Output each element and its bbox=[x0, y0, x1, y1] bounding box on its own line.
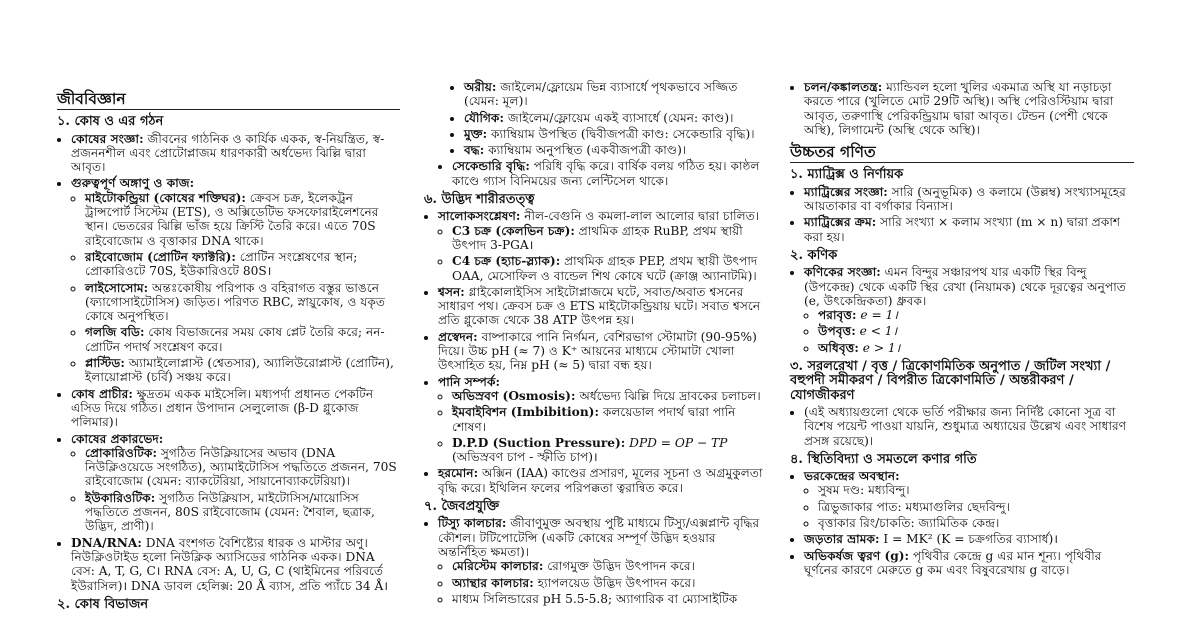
list-item: • কণিকের সংজ্ঞা: এমন বিন্দুর সঞ্চারপথ যার একটি স্থির বিন্দু (উপকেন্দ্র) থেকে একটি স্থির রেখা (নিয়ামক) থেকে দূরত্বের অনুপাত (e, উৎকেন্দ্রিকতা) ধ্রুবক। ◦ পরাবৃত্ত: e = 1। ◦ উপবৃত্ত: e < 1। ◦ অধিবৃত্ত: e > 1। bbox=[804, 265, 1134, 355]
list-item: ◦ সুষম দণ্ড: মধ্যবিন্দু। bbox=[818, 483, 1134, 497]
heading-matrix: ১. ম্যাট্রিক্স ও নির্ণায়ক bbox=[790, 167, 904, 183]
heading-plant-physiology: ৬. উদ্ভিদ শারীরতত্ত্ব bbox=[424, 192, 535, 208]
list-item: • সেকেন্ডারি বৃদ্ধি: পরিধি বৃদ্ধি করে। বার্ষিক বলয় গঠিত হয়। কাষ্ঠল কাণ্ডে গ্যাস বিনিময়ের জন্য লেন্টিসেল থাকে। bbox=[452, 159, 768, 188]
list-item: ◦ অধিবৃত্ত: e > 1। bbox=[818, 341, 1134, 355]
list-item: • প্রস্বেদন: বাষ্পাকারে পানি নির্গমন, বেশিরভাগ স্টোমাটা (90-95%) দিয়ে। উচ্চ pH (≈ 7) ও K⁺ আয়নের মাধ্যমে স্টোমাটা খোলা উৎসাহিত হয়, নিম্ন pH (≈ 5) দ্বারা বন্ধ হয়। bbox=[438, 330, 768, 373]
list-item: ◦ গলজি বডি: কোষ বিভাজনের সময় কোষ প্লেট তৈরি করে; নন-প্রোটিন পদার্থ সংশ্লেষণ করে। bbox=[85, 325, 400, 354]
biology-column bbox=[57, 89, 400, 614]
list-item: • যৌগিক: জাইলেম/ফ্লোয়েম একই ব্যাসার্ধে (যেমন: কাণ্ড)। bbox=[464, 111, 768, 125]
biology-column-continued bbox=[424, 80, 768, 608]
list-item: • কোষ প্রাচীর: ক্ষুদ্রতম একক মাইসেলি। মধ্যপর্দা প্রধানত পেকটিন এসিড দিয়ে গঠিত। প্রধান উপাদান সেলুলোজ (β-D গ্লুকোজ পলিমার)। bbox=[71, 387, 400, 430]
section-title-biology: জীববিজ্ঞান bbox=[57, 92, 400, 110]
list-item: ◦ C3 চক্র (কেলভিন চক্র): প্রাথমিক গ্রাহক RuBP, প্রথম স্থায়ী উৎপাদ 3-PGA। bbox=[452, 224, 768, 253]
biotech-list bbox=[424, 516, 768, 606]
list-item: ◦ প্লাস্টিড: অ্যামাইলোপ্লাস্ট (শ্বেতসার), অ্যালিউরোপ্লাস্ট (প্রোটিন), ইলায়োপ্লাস্ট (চর্বি) সঞ্চয় করে। bbox=[85, 356, 400, 385]
list-item: • অভিকর্ষজ ত্বরণ (g): পৃথিবীর কেন্দ্রে g এর মান শূন্য। পৃথিবীর ঘূর্ণনের কারণে মেরুতে g কম এবং বিষুবরেখায় g বাড়ে। bbox=[804, 549, 1134, 578]
math-column bbox=[790, 80, 1134, 579]
list-item: ◦ পরাবৃত্ত: e = 1। bbox=[818, 308, 1134, 322]
list-item: • কোষের প্রকারভেদ: ◦ প্রোকারিওটিক: সুগঠিত নিউক্লিয়াসের অভাব (DNA নিউক্লিওয়েডে সংগঠিত), অ্যামাইটোসিস পদ্ধতিতে প্রজনন, 70S রাইবোজোম (যেমন: ব্যাকটেরিয়া, সায়ানোব্যাকটেরিয়া)। ◦ ইউকারিওটিক: সুগঠিত নিউক্লিয়াস, মাইটোসিস/মায়োসিস পদ্ধতিতে প্রজনন, 80S রাইবোজোম (যেমন: শৈবাল, ছত্রাক, উদ্ভিদ, প্রাণী)। bbox=[71, 432, 400, 534]
list-item: • ম্যাট্রিক্সের ক্রম: সারি সংখ্যা × কলাম সংখ্যা (m × n) দ্বারা প্রকাশ করা হয়। bbox=[804, 215, 1134, 244]
list-item: ◦ D.P.D (Suction Pressure): DPD = OP − TP (অভিস্রবণ চাপ - স্ফীতি চাপ)। bbox=[452, 436, 768, 465]
list-item: ◦ অ্যান্থার কালচার: হ্যাপলয়েড উদ্ভিদ উৎপাদন করে। bbox=[452, 576, 768, 590]
list-item: • ম্যাট্রিক্সের সংজ্ঞা: সারি (অনুভূমিক) ও কলামে (উল্লম্ব) সংখ্যাসমূহের আয়তাকার বা বর্গাকার বিন্যাস। bbox=[804, 185, 1134, 214]
list-item: ◦ মাইটোকন্ড্রিয়া (কোষের শক্তিঘর): ক্রেবস চক্র, ইলেকট্রন ট্রান্সপোর্ট সিস্টেম (ETS), ও অক্সিডেটিভ ফসফোরাইলেশনের স্থান। ভেতরের ঝিল্লি ভাঁজ হয়ে ক্রিস্টি তৈরি করে। এতে 70S রাইবোজোম ও বৃত্তাকার DNA থাকে। bbox=[85, 191, 400, 248]
physiology-list bbox=[424, 209, 768, 495]
list-item: ◦ মেরিস্টেম কালচার: রোগমুক্ত উদ্ভিদ উৎপাদন করে। bbox=[452, 559, 768, 573]
list-item: ◦ ইউকারিওটিক: সুগঠিত নিউক্লিয়াস, মাইটোসিস/মায়োসিস পদ্ধতিতে প্রজনন, 80S রাইবোজোম (যেমন: শৈবাল, ছত্রাক, উদ্ভিদ, প্রাণী)। bbox=[85, 491, 400, 534]
list-item: ◦ রাইবোজোম (প্রোটিন ফ্যাক্টরি): প্রোটিন সংশ্লেষণের স্থান; প্রোকারিওটে 70S, ইউকারিওটে 80S। bbox=[85, 250, 400, 279]
heading-statics: ৪. স্থিতিবিদ্যা ও সমতলে কণার গতি bbox=[790, 451, 977, 467]
list-item: • হরমোন: অক্সিন (IAA) কাণ্ডের প্রসারণ, মূলের সূচনা ও অগ্রমুকুলতা বৃদ্ধি করে। ইথিলিন ফলের পরিপক্কতা ত্বরান্বিত করে। bbox=[438, 466, 768, 495]
list-item: • চলন/কঙ্কালতন্ত্র: ম্যান্ডিবল হলো খুলির একমাত্র অস্থি যা নড়াচড়া করতে পারে (খুলিতে মোট 29টি অস্থি)। অস্থি পেরিওস্টিয়াম দ্বারা আবৃত, তরুণাস্থি পেরিকন্ড্রিয়াম দ্বারা আবৃত। টেন্ডন (পেশী থেকে অস্থি), লিগামেন্ট (অস্থি থেকে অস্থি)। bbox=[804, 80, 1134, 137]
heading-cell-structure: ১. কোষ ও এর গঠন bbox=[57, 114, 164, 130]
section-title-higher-math: উচ্চতর গণিত bbox=[790, 145, 1134, 163]
list-item: • (এই অধ্যায়গুলো থেকে ভর্তি পরীক্ষার জন্য নির্দিষ্ট কোনো সূত্র বা বিশেষ পয়েন্ট পাওয়া যায়নি, শুধুমাত্র অধ্যায়ের উল্লেখ এবং সাধারণ প্রসঙ্গ রয়েছে)। bbox=[804, 405, 1134, 448]
list-item: • সালোকসংশ্লেষণ: নীল-বেগুনি ও কমলা-লাল আলোর দ্বারা চালিত। ◦ C3 চক্র (কেলভিন চক্র): প্রাথমিক গ্রাহক RuBP, প্রথম স্থায়ী উৎপাদ 3-PGA। ◦ C4 চক্র (হ্যাচ-স্ল্যাক): প্রাথমিক গ্রাহক PEP, প্রথম স্থায়ী উৎপাদ OAA, মেসোফিল ও বান্ডেল শিথ কোষে ঘটে (ক্রাঞ্জ অ্যানাটমি)। bbox=[438, 209, 768, 282]
list-item: • বদ্ধ: ক্যাম্বিয়াম অনুপস্থিত (একবীজপত্রী কাণ্ড)। bbox=[464, 143, 768, 157]
list-item: • অরীয়: জাইলেম/ফ্লোয়েম ভিন্ন ব্যাসার্ধে পৃথকভাবে সজ্জিত (যেমন: মূল)। bbox=[464, 80, 768, 109]
list-item: ◦ C4 চক্র (হ্যাচ-স্ল্যাক): প্রাথমিক গ্রাহক PEP, প্রথম স্থায়ী উৎপাদ OAA, মেসোফিল ও বান্ডেল শিথ কোষে ঘটে (ক্রাঞ্জ অ্যানাটমি)। bbox=[452, 254, 768, 283]
list-item: ◦ ইমবাইবিশন (Imbibition): কলয়েডাল পদার্থ দ্বারা পানি শোষণ। bbox=[452, 405, 768, 434]
list-item: ◦ মাধ্যম সিলিন্ডারের pH 5.5-5.8; অ্যাগারিক বা ম্যোসাইটিক bbox=[452, 592, 768, 606]
list-item: ◦ বৃত্তাকার রিং/চাকতি: জ্যামিতিক কেন্দ্র। bbox=[818, 516, 1134, 530]
list-item: ◦ উপবৃত্ত: e < 1। bbox=[818, 324, 1134, 338]
list-item: • ভরকেন্দ্রের অবস্থান: ◦ সুষম দণ্ড: মধ্যবিন্দু। ◦ ত্রিভুজাকার পাত: মধ্যমাগুলির ছেদবিন্দু। ◦ বৃত্তাকার রিং/চাকতি: জ্যামিতিক কেন্দ্র। bbox=[804, 469, 1134, 530]
heading-cell-division: ২. কোষ বিভাজন bbox=[57, 596, 149, 612]
cell-list bbox=[57, 132, 400, 593]
list-item: • জড়তার ভ্রামক: I = MK² (K = চক্রগতির ব্যাসার্ধ)। bbox=[804, 532, 1134, 546]
list-item: • গুরুত্বপূর্ণ অঙ্গাণু ও কাজ: ◦ মাইটোকন্ড্রিয়া (কোষের শক্তিঘর): ক্রেবস চক্র, ইলেকট্রন ট্রান্সপোর্ট সিস্টেম (ETS), ও অক্সিডেটিভ ফসফোরাইলেশনের স্থান। ভেতরের ঝিল্লি ভাঁজ হয়ে ক্রিস্টি তৈরি করে। এতে 70S রাইবোজোম ও বৃত্তাকার DNA থাকে। ◦ রাইবোজোম (প্রোটিন ফ্যাক্টরি): প্রোটিন সংশ্লেষণের স্থান; প্রোকারিওটে 70S, ইউকারিওটে 80S। ◦ লাইসোসোম: অন্তঃকোষীয় পরিপাক ও বহিরাগত বস্তুর ভাঙনে (ফ্যাগোসাইটোসিস) জড়িত। পরিণত RBC, স্নায়ুকোষ, ও যকৃত কোষে অনুপস্থিত। ◦ গলজি বডি: কোষ বিভাজনের সময় কোষ প্লেট তৈরি করে; নন-প্রোটিন পদার্থ সংশ্লেষণ করে। ◦ প্লাস্টিড: অ্যামাইলোপ্লাস্ট (শ্বেতসার), অ্যালিউরোপ্লাস্ট (প্রোটিন), ইলায়োপ্লাস্ট (চর্বি) সঞ্চয় করে। bbox=[71, 176, 400, 384]
list-item: ◦ অভিস্রবণ (Osmosis): অর্ধভেদ্য ঝিল্লি দিয়ে দ্রাবকের চলাচল। bbox=[452, 389, 768, 403]
list-item: • DNA/RNA: DNA বংশগত বৈশিষ্ট্যের ধারক ও মাস্টার অণু। নিউক্লিওটাইড হলো নিউক্লিক অ্যাসিডের গাঠনিক একক। DNA বেস: A, T, G, C। RNA বেস: A, U, G, C (থাইমিনের পরিবর্তে ইউরাসিল)। DNA ডাবল হেলিক্স: 20 Å ব্যাস, প্রতি প্যাঁচে 34 Å। bbox=[71, 536, 400, 593]
list-item: ◦ লাইসোসোম: অন্তঃকোষীয় পরিপাক ও বহিরাগত বস্তুর ভাঙনে (ফ্যাগোসাইটোসিস) জড়িত। পরিণত RBC, স্নায়ুকোষ, ও যকৃত কোষে অনুপস্থিত। bbox=[85, 281, 400, 324]
list-item: ◦ প্রোকারিওটিক: সুগঠিত নিউক্লিয়াসের অভাব (DNA নিউক্লিওয়েডে সংগঠিত), অ্যামাইটোসিস পদ্ধতিতে প্রজনন, 70S রাইবোজোম (যেমন: ব্যাকটেরিয়া, সায়ানোব্যাকটেরিয়া)। bbox=[85, 446, 400, 489]
vascular-list bbox=[424, 80, 768, 157]
list-item: ◦ ত্রিভুজাকার পাত: মধ্যমাগুলির ছেদবিন্দু। bbox=[818, 500, 1134, 514]
heading-biotechnology: ৭. জৈবপ্রযুক্তি bbox=[424, 499, 500, 515]
list-item: • টিস্যু কালচার: জীবাণুমুক্ত অবস্থায় পুষ্টি মাধ্যমে টিস্যু/এক্সপ্লান্ট বৃদ্ধির কৌশল। টটিপোটেন্সি (একটি কোষের সম্পূর্ণ উদ্ভিদ হওয়ার অন্তর্নিহিত ক্ষমতা)। ◦ মেরিস্টেম কালচার: রোগমুক্ত উদ্ভিদ উৎপাদন করে। ◦ অ্যান্থার কালচার: হ্যাপলয়েড উদ্ভিদ উৎপাদন করে। ◦ মাধ্যম সিলিন্ডারের pH 5.5-5.8; অ্যাগারিক বা ম্যোসাইটিক bbox=[438, 516, 768, 606]
list-item: • শ্বসন: গ্লাইকোলাইসিস সাইটোপ্লাজমে ঘটে, সবাত/অবাত শ্বসনের সাধারণ পথ। ক্রেবস চক্র ও ETS মাইটোকন্ড্রিয়ায় ঘটে। সবাত শ্বসনে প্রতি গ্লুকোজ থেকে 38 ATP উৎপন্ন হয়। bbox=[438, 285, 768, 328]
list-item: • মুক্ত: ক্যাম্বিয়াম উপস্থিত (দ্বিবীজপত্রী কাণ্ড: সেকেন্ডারি বৃদ্ধি)। bbox=[464, 127, 768, 141]
list-item: • কোষের সংজ্ঞা: জীবনের গাঠনিক ও কার্যিক একক, স্ব-নিয়ন্ত্রিত, স্ব-প্রজননশীল এবং প্রোটোপ্লাজম ধারণকারী অর্ধভেদ্য ঝিল্লি দ্বারা আবৃত। bbox=[71, 132, 400, 175]
heading-misc-chapters: ৩. সরলরেখা / বৃত্ত / ত্রিকোণমিতিক অনুপাত / জটিল সংখ্যা / বহুপদী সমীকরণ / বিপরীত ত্রিকোণমিতি / অন্তরীকরণ / যোগজীকরণ bbox=[790, 359, 1111, 403]
heading-conic: ২. কণিক bbox=[790, 247, 838, 263]
list-item: • পানি সম্পর্ক: ◦ অভিস্রবণ (Osmosis): অর্ধভেদ্য ঝিল্লি দিয়ে দ্রাবকের চলাচল। ◦ ইমবাইবিশন (Imbibition): কলয়েডাল পদার্থ দ্বারা পানি শোষণ। ◦ D.P.D (Suction Pressure): DPD = OP − TP (অভিস্রবণ চাপ - স্ফীতি চাপ)। bbox=[438, 375, 768, 465]
